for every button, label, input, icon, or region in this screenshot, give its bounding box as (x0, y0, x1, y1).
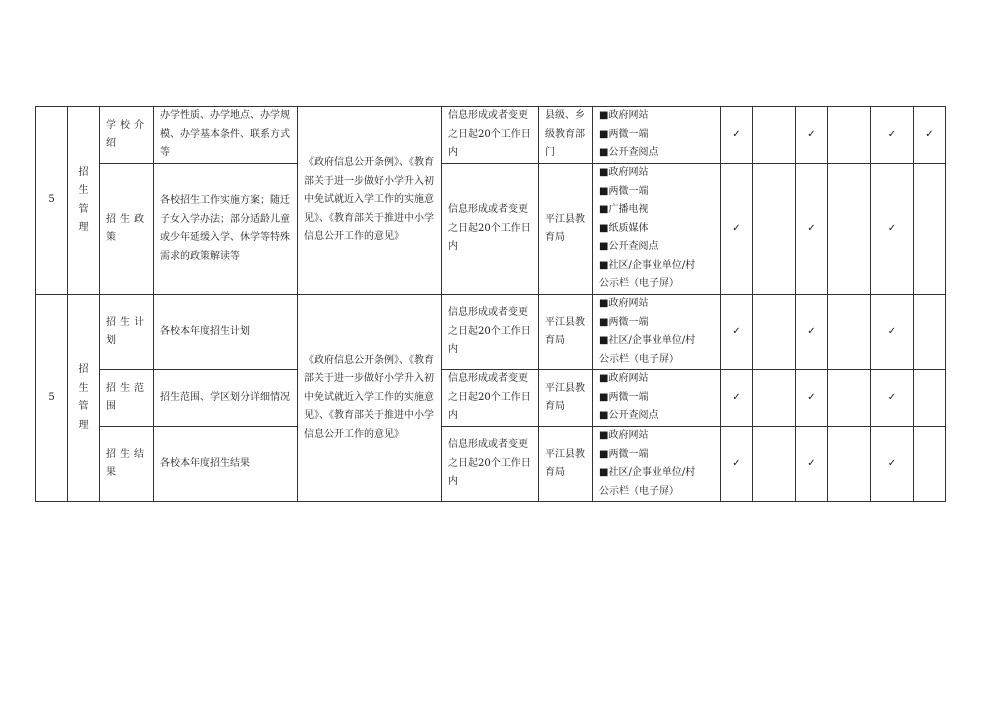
channel-item: ■公开查阅点 (599, 147, 659, 159)
check-mark-icon: ✓ (796, 107, 828, 164)
check-mark-icon: ✓ (914, 107, 946, 164)
item-cell: 招生结果 (100, 427, 154, 502)
item-cell: 招生计划 (100, 295, 154, 370)
empty-check-cell (828, 295, 871, 370)
subject-cell: 平江县教育局 (539, 370, 593, 427)
channel-item: ■政府网站 (599, 167, 649, 179)
empty-check-cell (914, 295, 946, 370)
table-row (36, 427, 946, 502)
check-mark-icon: ✓ (721, 164, 753, 295)
empty-check-cell (828, 164, 871, 295)
empty-check-cell (828, 370, 871, 427)
channel-item: 公示栏（电子屏） (599, 278, 679, 290)
item-cell: 学校介绍 (100, 107, 154, 164)
channel-item: ■两微一端 (599, 316, 649, 328)
item-cell: 招生政策 (100, 164, 154, 295)
row-index: 5 (36, 295, 68, 502)
check-mark-icon: ✓ (721, 295, 753, 370)
category-label: 招生管理 (78, 364, 89, 431)
table-row (36, 370, 946, 427)
timeline-cell: 信息形成或者变更之日起20个工作日内 (442, 370, 539, 427)
check-mark-icon: ✓ (796, 427, 828, 502)
check-mark-icon: ✓ (721, 370, 753, 427)
subject-cell: 平江县教育局 (539, 427, 593, 502)
empty-check-cell (753, 107, 796, 164)
empty-check-cell (753, 427, 796, 502)
category-cell (68, 295, 100, 502)
content-cell: 各校招生工作实施方案；随迁子女入学办法；部分适龄儿童或少年延缓入学、休学等特殊需求的政策解读等 (154, 164, 298, 295)
channel-item: ■社区/企事业单位/村 (599, 467, 696, 478)
item-cell: 招生范围 (100, 370, 154, 427)
channel-cell (593, 295, 721, 370)
disclosure-table (35, 106, 946, 502)
check-mark-icon: ✓ (721, 107, 753, 164)
channel-item: ■广播电视 (599, 204, 649, 216)
channel-item: ■社区/企事业单位/村 (599, 335, 696, 346)
empty-check-cell (828, 107, 871, 164)
channel-item: ■公开查阅点 (599, 410, 659, 422)
channel-cell (593, 370, 721, 427)
check-mark-icon: ✓ (871, 164, 914, 295)
check-mark-icon: ✓ (871, 370, 914, 427)
channel-item: ■两微一端 (599, 185, 649, 197)
channel-cell (593, 107, 721, 164)
check-mark-icon: ✓ (721, 427, 753, 502)
empty-check-cell (914, 427, 946, 502)
table-row (36, 295, 946, 370)
subject-cell: 县级、乡级教育部门 (539, 107, 593, 164)
channel-cell (593, 427, 721, 502)
empty-check-cell (828, 427, 871, 502)
empty-check-cell (914, 370, 946, 427)
empty-check-cell (753, 370, 796, 427)
subject-cell: 平江县教育局 (539, 164, 593, 295)
timeline-cell: 信息形成或者变更之日起20个工作日内 (442, 107, 539, 164)
category-label: 招生管理 (78, 166, 89, 233)
empty-check-cell (753, 164, 796, 295)
channel-item: 公示栏（电子屏） (599, 485, 679, 497)
channel-item: ■社区/企事业单位/村 (599, 259, 696, 271)
channel-item: ■纸质媒体 (599, 222, 649, 234)
content-cell: 各校本年度招生计划 (154, 295, 298, 370)
content-cell: 办学性质、办学地点、办学规模、办学基本条件、联系方式等 (154, 107, 298, 164)
channel-item: ■政府网站 (599, 298, 649, 309)
check-mark-icon: ✓ (796, 370, 828, 427)
channel-item: 公示栏（电子屏） (599, 353, 679, 365)
channel-item: ■两微一端 (599, 391, 649, 403)
table-row (36, 164, 946, 295)
content-cell: 招生范围、学区划分详细情况 (154, 370, 298, 427)
check-mark-icon: ✓ (871, 427, 914, 502)
timeline-cell: 信息形成或者变更之日起20个工作日内 (442, 295, 539, 370)
category-cell (68, 107, 100, 295)
channel-cell (593, 164, 721, 295)
row-index: 5 (36, 107, 68, 295)
table-row (36, 107, 946, 164)
channel-item: ■政府网站 (599, 373, 649, 385)
channel-item: ■两微一端 (599, 448, 649, 460)
subject-cell: 平江县教育局 (539, 295, 593, 370)
legal-basis-cell: 《政府信息公开条例》、《教育部关于进一步做好小学升入初中免试就近入学工作的实施意见》、《教育部关于推进中小学信息公开工作的意见》 (298, 295, 442, 502)
check-mark-icon: ✓ (796, 164, 828, 295)
content-cell: 各校本年度招生结果 (154, 427, 298, 502)
legal-basis-cell: 《政府信息公开条例》、《教育部关于进一步做好小学升入初中免试就近入学工作的实施意见》、《教育部关于推进中小学信息公开工作的意见》 (298, 107, 442, 295)
channel-item: ■公开查阅点 (599, 241, 659, 253)
channel-item: ■两微一端 (599, 128, 649, 140)
empty-check-cell (753, 295, 796, 370)
timeline-cell: 信息形成或者变更之日起20个工作日内 (442, 164, 539, 295)
empty-check-cell (914, 164, 946, 295)
channel-item: ■政府网站 (599, 110, 649, 122)
check-mark-icon: ✓ (871, 107, 914, 164)
timeline-cell: 信息形成或者变更之日起20个工作日内 (442, 427, 539, 502)
channel-item: ■政府网站 (599, 430, 649, 441)
check-mark-icon: ✓ (796, 295, 828, 370)
check-mark-icon: ✓ (871, 295, 914, 370)
